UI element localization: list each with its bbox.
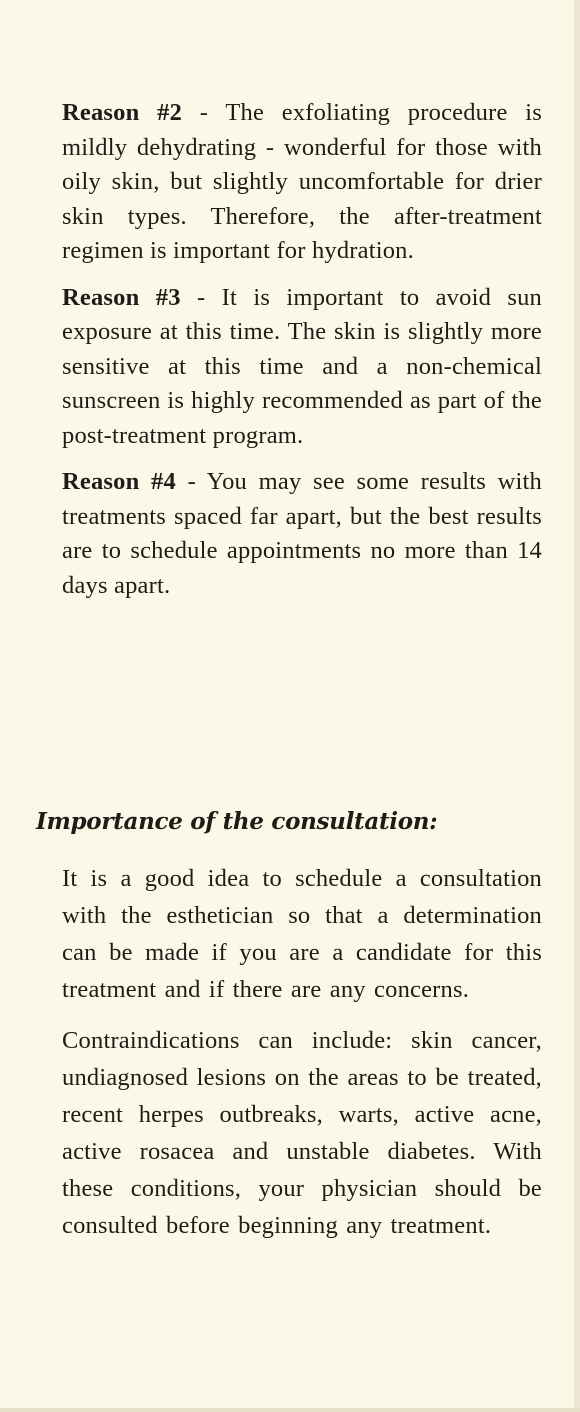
reason-2-text: - The exfoliating procedure is mildly dehydrating - wonderful for those with oily skin, but slightly uncomfortable for drier skin types. Therefore, the after-treatment regimen is important for hydration. [62, 99, 542, 264]
page-edge-shadow [574, 0, 580, 1412]
reason-4-text: - You may see some results with treatments spaced far apart, but the best results are to schedule appointments no more than 14 days apart. [62, 468, 542, 599]
reasons-section [62, 96, 542, 615]
reason-2-label: Reason #2 [62, 99, 183, 126]
reason-4-paragraph [62, 465, 542, 603]
contraindications-paragraph: Contraindications can include: skin cancer, undiagnosed lesions on the areas to be treated, recent herpes outbreaks, warts, active acne, active rosacea and unstable diabetes. With these conditions, your physician should be consulted before beginning any treatment. [62, 1027, 542, 1239]
reason-3-label: Reason #3 [62, 283, 181, 311]
consultation-section [62, 860, 542, 1258]
reason-3-paragraph [62, 281, 542, 454]
page-bottom-edge [0, 1408, 580, 1412]
reason-4-label: Reason #4 [62, 468, 176, 495]
reason-2-paragraph [62, 96, 542, 269]
consultation-paragraph: It is a good idea to schedule a consultation with the esthetician so that a determination can be made if you are a candidate for this treatment and if there are any concerns. [62, 865, 542, 1003]
reason-3-text: - It is important to avoid sun exposure at this time. The skin is slightly more sensitive at this time and a non-chemical sunscreen is highly recommended as part of the post-treatment program. [62, 283, 542, 449]
consultation-heading: Importance of the consultation: [36, 808, 438, 835]
